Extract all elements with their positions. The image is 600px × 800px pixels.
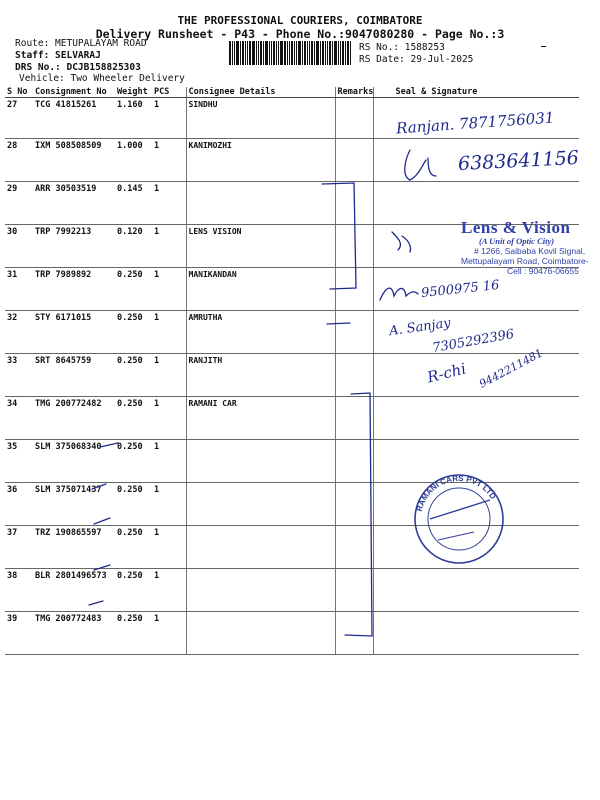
row-sno: 30 [5, 225, 33, 268]
row-remarks [335, 139, 373, 182]
row-remarks [335, 612, 373, 655]
round-seal-text-path: RAMANI CARS PVT LTD [414, 473, 498, 513]
row-consignee: RANJITH [186, 354, 335, 397]
table-row [5, 483, 579, 526]
stamp-cell: Cell : 90476-06655 [507, 266, 579, 276]
row-consignment: TMG 200772482 [33, 397, 115, 440]
table-row [5, 569, 579, 612]
row-signature [373, 483, 579, 526]
row-pcs: 1 [152, 612, 186, 655]
drs-number: DRS No.: DCJB158825303 [15, 62, 141, 73]
col-weight: Weight [115, 87, 152, 98]
row-pcs: 1 [152, 569, 186, 612]
row-sno: 29 [5, 182, 33, 225]
row-remarks [335, 182, 373, 225]
separator-mark [541, 46, 546, 47]
row-remarks [335, 569, 373, 612]
row-weight: 0.250 [115, 397, 152, 440]
col-seal-signature: Seal & Signature [373, 87, 579, 98]
phone-row-32: 7305292396 [431, 326, 516, 357]
row-pcs: 1 [152, 139, 186, 182]
row-sno: 37 [5, 526, 33, 569]
row-consignment: TCG 41815261 [33, 98, 115, 139]
row-weight: 0.120 [115, 225, 152, 268]
row-sno: 39 [5, 612, 33, 655]
table-row [5, 397, 579, 440]
row-pcs: 1 [152, 268, 186, 311]
row-signature [373, 440, 579, 483]
table-row [5, 526, 579, 569]
row-weight: 0.250 [115, 483, 152, 526]
row-pcs: 1 [152, 397, 186, 440]
row-pcs: 1 [152, 225, 186, 268]
row-pcs: 1 [152, 311, 186, 354]
row-signature [373, 526, 579, 569]
row-weight: 0.250 [115, 354, 152, 397]
phone-row-33: 9442211481 [477, 346, 545, 391]
row-pcs: 1 [152, 354, 186, 397]
row-consignee: LENS VISION [186, 225, 335, 268]
row-consignment: TRP 7989892 [33, 268, 115, 311]
row-signature [373, 612, 579, 655]
stamp-subtitle: (A Unit of Optic City) [479, 236, 555, 246]
row-sno: 36 [5, 483, 33, 526]
row-sno: 27 [5, 98, 33, 139]
row-consignment: TRP 7992213 [33, 225, 115, 268]
row-remarks [335, 440, 373, 483]
row-pcs: 1 [152, 483, 186, 526]
row-weight: 0.145 [115, 182, 152, 225]
row-remarks [335, 526, 373, 569]
row-consignee: RAMANI CAR [186, 397, 335, 440]
row-consignee [186, 483, 335, 526]
row-consignment: TMG 200772483 [33, 612, 115, 655]
row-weight: 0.250 [115, 612, 152, 655]
row-signature [373, 397, 579, 440]
col-pcs: PCS [152, 87, 186, 98]
table-row [5, 612, 579, 655]
route-label: Route: METUPALAYAM ROAD [15, 38, 147, 49]
row-consignee: MANIKANDAN [186, 268, 335, 311]
staff-label: Staff: SELVARAJ [15, 50, 101, 61]
row-consignment: STY 6171015 [33, 311, 115, 354]
row-weight: 1.000 [115, 139, 152, 182]
row-consignee [186, 182, 335, 225]
row-pcs: 1 [152, 182, 186, 225]
row-consignee [186, 526, 335, 569]
row-pcs: 1 [152, 98, 186, 139]
row-consignee: SINDHU [186, 98, 335, 139]
row-sno: 35 [5, 440, 33, 483]
row-sno: 34 [5, 397, 33, 440]
row-remarks [335, 354, 373, 397]
row-consignment: BLR 2801496573 [33, 569, 115, 612]
rs-date: RS Date: 29-Jul-2025 [359, 54, 474, 65]
row-consignment: SLM 375071437 [33, 483, 115, 526]
company-name: THE PROFESSIONAL COURIERS, COIMBATORE [177, 14, 423, 27]
row-sno: 31 [5, 268, 33, 311]
row-remarks [335, 225, 373, 268]
col-consignment: Consignment No [33, 87, 115, 98]
row-sno: 32 [5, 311, 33, 354]
row-remarks [335, 268, 373, 311]
table-row [5, 440, 579, 483]
col-consignee: Consignee Details [186, 87, 335, 98]
row-remarks [335, 311, 373, 354]
barcode [229, 41, 355, 65]
stamp-address-2: Mettupalayam Road, Coimbatore- [461, 256, 589, 266]
phone-row-28: 6383641156 [457, 146, 580, 176]
stamp-address-1: # 1266, Saibaba Kovil Signal, [474, 246, 586, 256]
row-consignment: ARR 30503519 [33, 182, 115, 225]
row-remarks [335, 98, 373, 139]
row-consignee: KANIMOZHI [186, 139, 335, 182]
row-consignment: SLM 375068340 [33, 440, 115, 483]
table-header-row [5, 87, 579, 98]
col-remarks: Remarks [335, 87, 373, 98]
row-signature [373, 354, 579, 397]
row-sno: 33 [5, 354, 33, 397]
row-weight: 0.250 [115, 440, 152, 483]
signature-row-32: A. Sanjay [388, 315, 452, 340]
row-sno: 38 [5, 569, 33, 612]
row-consignee: AMRUTHA [186, 311, 335, 354]
row-weight: 0.250 [115, 526, 152, 569]
signature-row-27: Ranjan. 7871756031 [395, 108, 555, 138]
row-pcs: 1 [152, 526, 186, 569]
rs-number: RS No.: 1588253 [359, 42, 445, 53]
row-signature [373, 569, 579, 612]
row-weight: 0.250 [115, 569, 152, 612]
row-consignment: IXM 508508509 [33, 139, 115, 182]
row-consignee [186, 569, 335, 612]
row-consignee [186, 440, 335, 483]
row-remarks [335, 397, 373, 440]
row-sno: 28 [5, 139, 33, 182]
col-sno: S No [5, 87, 33, 98]
vehicle-label: Vehicle: Two Wheeler Delivery [19, 73, 185, 84]
row-weight: 1.160 [115, 98, 152, 139]
row-pcs: 1 [152, 440, 186, 483]
stamp-company-name: Lens & Vision [461, 218, 571, 237]
row-consignment: TRZ 190865597 [33, 526, 115, 569]
row-consignment: SRT 8645759 [33, 354, 115, 397]
row-remarks [335, 483, 373, 526]
row-consignee [186, 612, 335, 655]
runsheet-title: Delivery Runsheet - P43 - Phone No.:9047080280 - Page No.:3 [95, 27, 505, 41]
signature-row-33: R-chi [425, 359, 468, 387]
row-weight: 0.250 [115, 311, 152, 354]
row-weight: 0.250 [115, 268, 152, 311]
phone-row-31: 9500975 16 [420, 277, 501, 302]
